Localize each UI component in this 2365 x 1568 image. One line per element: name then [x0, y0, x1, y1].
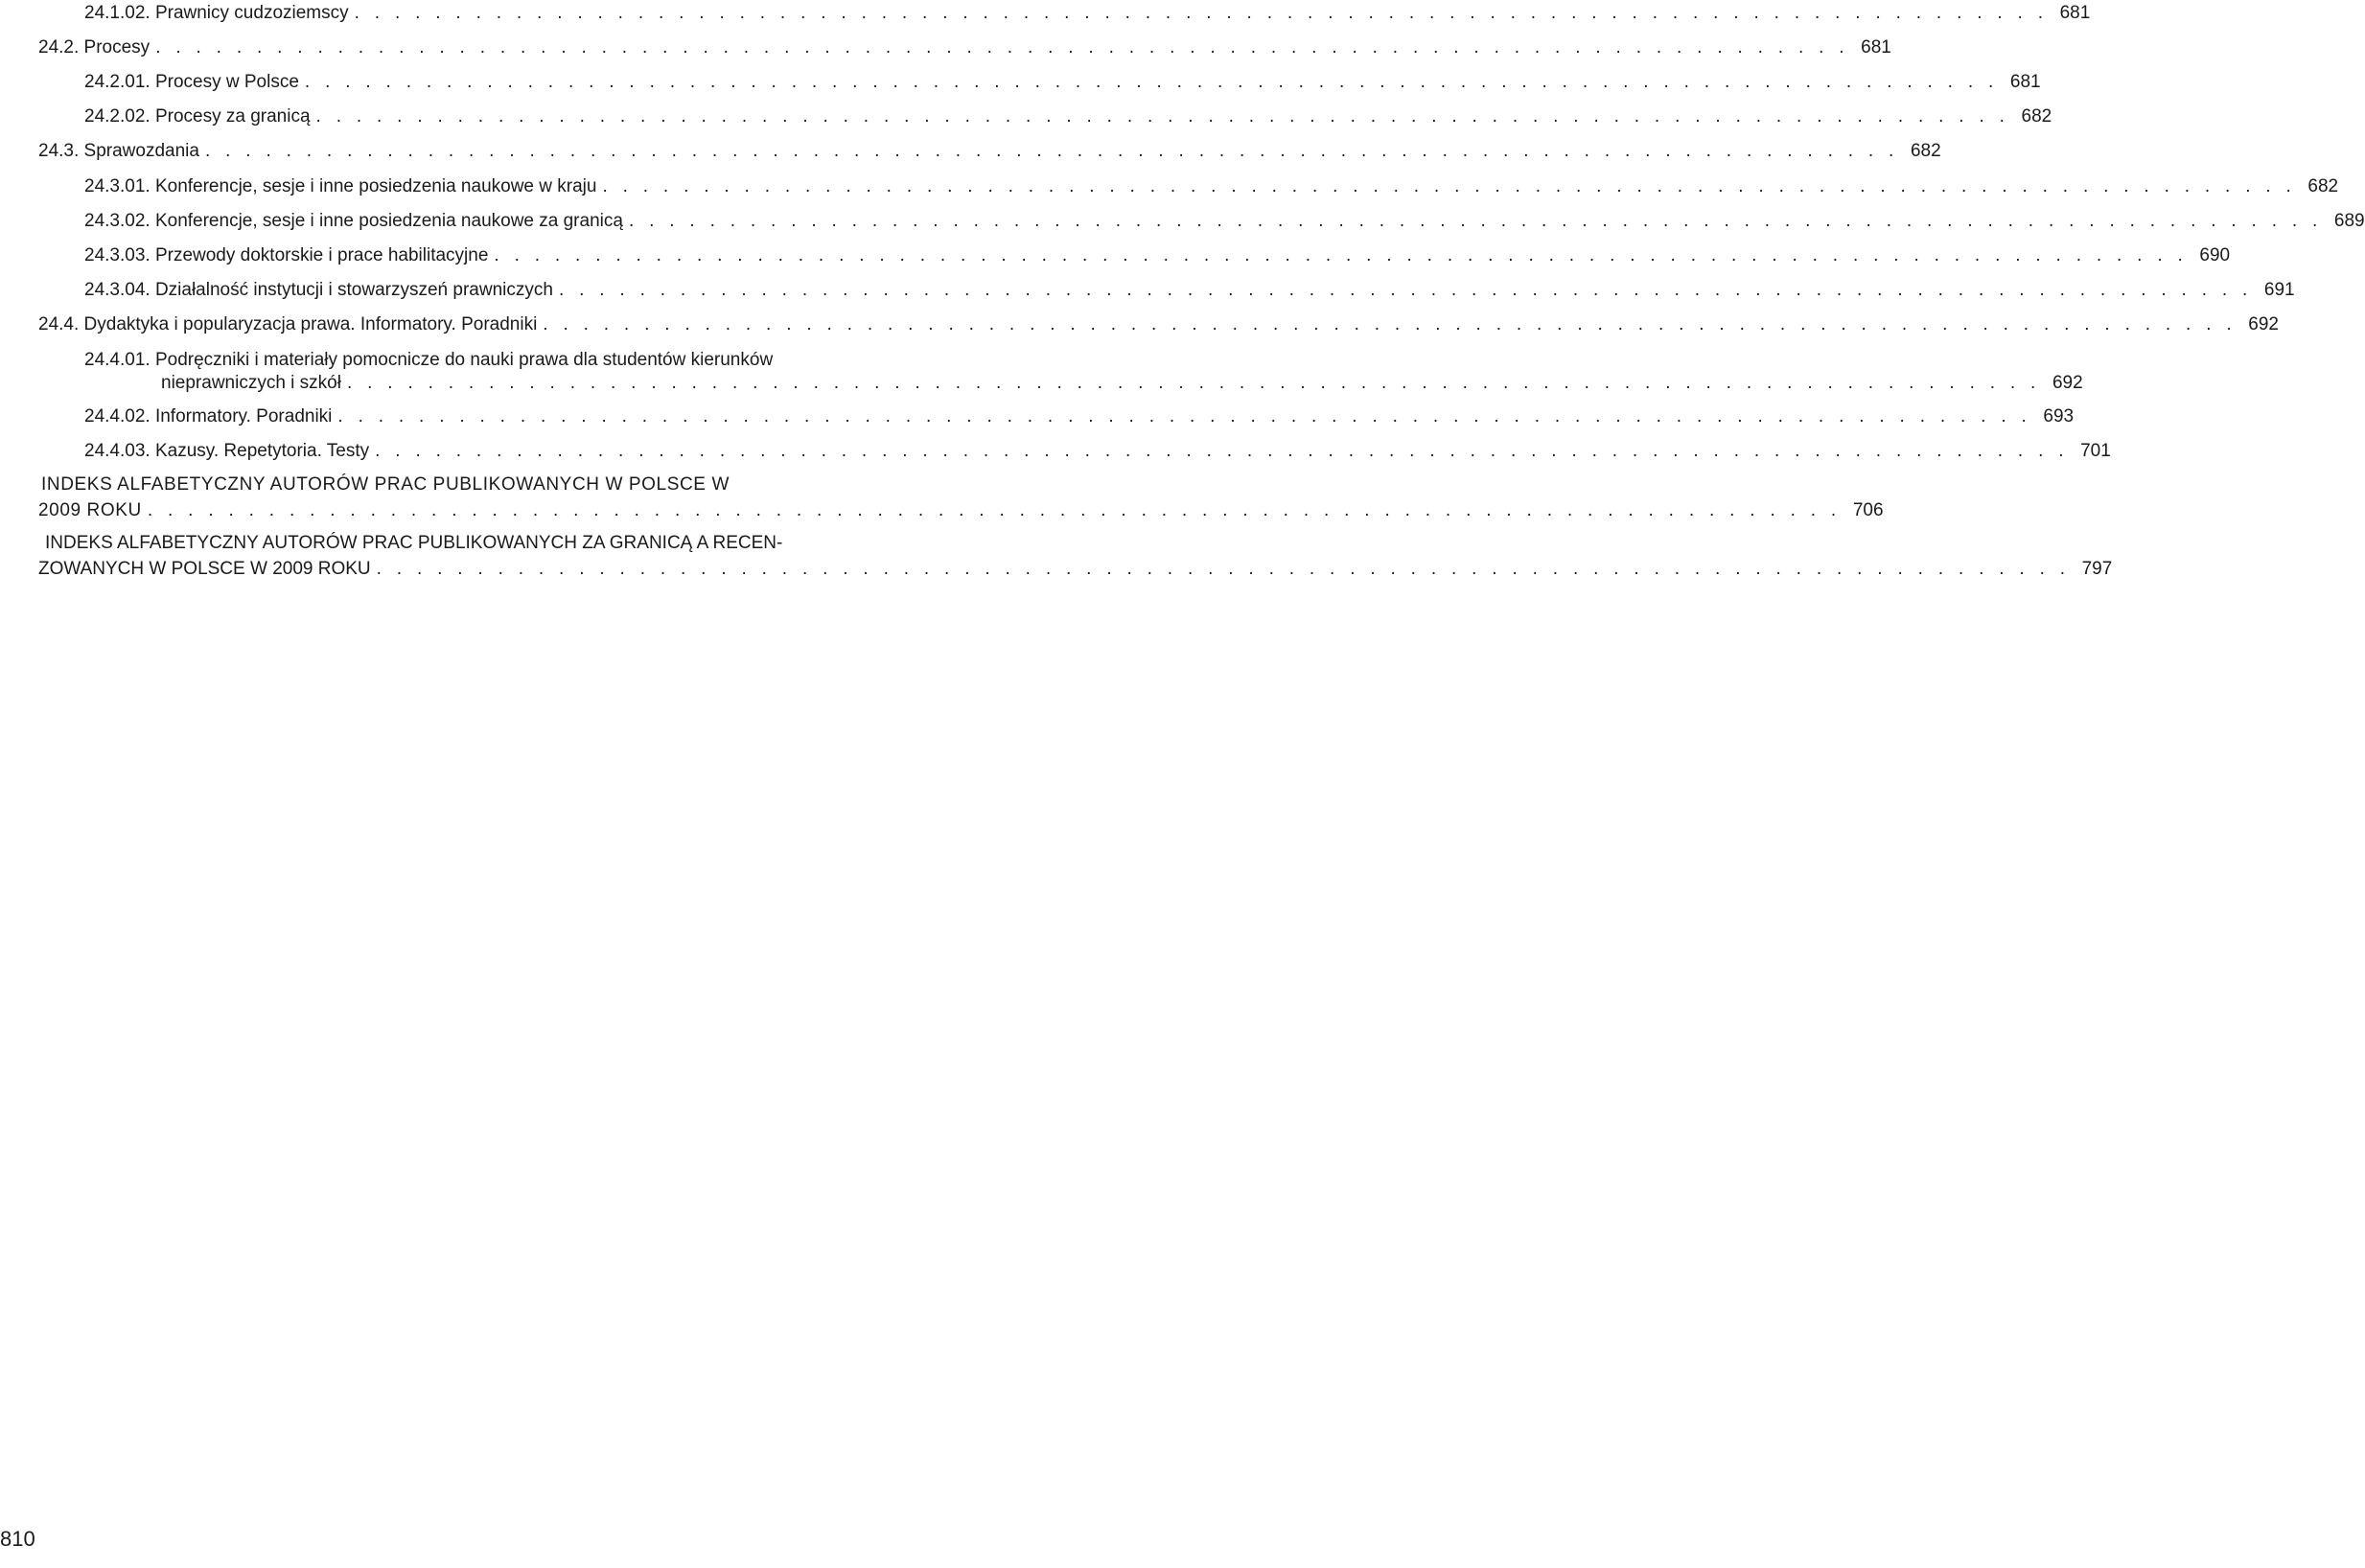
toc-entry-number: 24.4.03.: [84, 441, 151, 461]
dot-leader: . . . . . . . . . . . . . . . . . . . . . . . . . . . . . . . . . . . . . . . . . . . . . . . . . . . . . . . . . . . . . . . . . . . . . . . . . . . . . . . . . . . .: [315, 106, 2010, 127]
toc-entry-page: 691: [2263, 280, 2295, 300]
index-entry: [38, 473, 1884, 522]
toc-entry-title-continued: nieprawniczych i szkół: [161, 373, 341, 393]
toc-entry: [84, 71, 2041, 94]
dot-leader: . . . . . . . . . . . . . . . . . . . . . . . . . . . . . . . . . . . . . . . . . . . . . . . . . . . . . . . . . . . . . . . . . . . . . . . . . . . . . . . . . . . .: [375, 441, 2069, 461]
index-entry-page: 706: [1852, 500, 1884, 520]
toc-entry-page: 681: [2059, 3, 2091, 23]
toc-entry-number: 24.3.01.: [84, 176, 151, 196]
toc-entry-title: Procesy w Polsce: [154, 72, 299, 92]
toc-entry-page: 682: [2021, 106, 2052, 127]
page-number: 810: [0, 1527, 35, 1551]
toc-entry: [38, 140, 1941, 163]
dot-leader: . . . . . . . . . . . . . . . . . . . . . . . . . . . . . . . . . . . . . . . . . . . . . . . . . . . . . . . . . . . . . . . . . . . . . . . . . . . . . . . . . . . .: [155, 37, 1849, 58]
toc-entry-number: 24.3.04.: [84, 280, 151, 300]
toc-entry-title: Kazusy. Repetytoria. Testy: [154, 441, 370, 461]
index-entry-title-continued: 2009 ROKU: [38, 500, 142, 520]
toc-entry: [84, 349, 2083, 395]
index-entry-title-continued: ZOWANYCH W POLSCE W 2009 ROKU: [38, 559, 371, 579]
toc-entry-number: 24.3.03.: [84, 245, 151, 265]
dot-leader: . . . . . . . . . . . . . . . . . . . . . . . . . . . . . . . . . . . . . . . . . . . . . . . . . . . . . . . . . . . . . . . . . . . . . . . . . . . . . . . . . . . .: [376, 559, 2071, 579]
toc-entry: [84, 105, 2052, 128]
toc-entry-page: 693: [2043, 406, 2075, 427]
toc-entry-title: Prawnicy cudzoziemscy: [154, 3, 349, 23]
toc-entry-number: 24.2.01.: [84, 72, 151, 92]
toc-entry-page: 690: [2199, 245, 2231, 265]
toc-entry: [84, 244, 2231, 267]
toc-entry-page: 701: [2080, 441, 2111, 461]
toc-entry-page: 682: [1910, 141, 1941, 161]
toc-entry: [38, 313, 2279, 336]
toc-entry: [84, 210, 2365, 233]
toc-entry-title: Przewody doktorskie i prace habilitacyjne: [154, 245, 489, 265]
toc-entry-number: 24.3.02.: [84, 211, 151, 231]
dot-leader: . . . . . . . . . . . . . . . . . . . . . . . . . . . . . . . . . . . . . . . . . . . . . . . . . . . . . . . . . . . . . . . . . . . . . . . . . . . . . . . . . . . .: [147, 500, 1842, 520]
toc-entry: [84, 440, 2111, 463]
index-entry-title: INDEKS ALFABETYCZNY AUTORÓW PRAC PUBLIKOWANYCH W POLSCE W: [41, 474, 730, 495]
toc-entry-title: Działalność instytucji i stowarzyszeń prawniczych: [154, 280, 553, 300]
toc-entry: [84, 279, 2295, 302]
toc-entry-number: 24.4.01.: [84, 350, 151, 370]
dot-leader: . . . . . . . . . . . . . . . . . . . . . . . . . . . . . . . . . . . . . . . . . . . . . . . . . . . . . . . . . . . . . . . . . . . . . . . . . . . . . . . . . . . .: [354, 3, 2049, 23]
toc-entry-page: 689: [2333, 211, 2365, 231]
dot-leader: . . . . . . . . . . . . . . . . . . . . . . . . . . . . . . . . . . . . . . . . . . . . . . . . . . . . . . . . . . . . . . . . . . . . . . . . . . . . . . . . . . . .: [494, 245, 2189, 265]
toc-entry-page: 692: [2052, 373, 2083, 393]
toc-entry-page: 692: [2248, 314, 2279, 334]
index-entry: [38, 532, 2113, 581]
toc-entry-number: 24.4.: [38, 314, 80, 334]
dot-leader: . . . . . . . . . . . . . . . . . . . . . . . . . . . . . . . . . . . . . . . . . . . . . . . . . . . . . . . . . . . . . . . . . . . . . . . . . . . . . . . . . . . .: [558, 280, 2253, 300]
index-entry-title: INDEKS ALFABETYCZNY AUTORÓW PRAC PUBLIKOWANYCH ZA GRANICĄ A RECEN-: [45, 533, 783, 553]
dot-leader: . . . . . . . . . . . . . . . . . . . . . . . . . . . . . . . . . . . . . . . . . . . . . . . . . . . . . . . . . . . . . . . . . . . . . . . . . . . . . . . . . . . .: [346, 373, 2041, 393]
dot-leader: . . . . . . . . . . . . . . . . . . . . . . . . . . . . . . . . . . . . . . . . . . . . . . . . . . . . . . . . . . . . . . . . . . . . . . . . . . . . . . . . . . . .: [602, 176, 2297, 196]
toc-entry-title: Konferencje, sesje i inne posiedzenia naukowe za granicą: [154, 211, 623, 231]
toc-entry: [84, 405, 2075, 428]
toc-entry-title: Sprawozdania: [83, 141, 199, 161]
toc-entry-title: Procesy: [83, 37, 151, 58]
toc-entry: [38, 36, 1891, 59]
toc-entry-number: 24.2.02.: [84, 106, 151, 127]
toc-entry-number: 24.3.: [38, 141, 80, 161]
toc-entry-title: Podręczniki i materiały pomocnicze do nauki prawa dla studentów kierunków: [154, 350, 774, 370]
toc-entry: [84, 175, 2339, 198]
index-entry-page: 797: [2081, 559, 2113, 579]
toc-entry-page: 682: [2307, 176, 2339, 196]
dot-leader: . . . . . . . . . . . . . . . . . . . . . . . . . . . . . . . . . . . . . . . . . . . . . . . . . . . . . . . . . . . . . . . . . . . . . . . . . . . . . . . . . . . .: [337, 406, 2032, 427]
toc-entry: [84, 2, 2091, 25]
toc-entry-title: Procesy za granicą: [154, 106, 311, 127]
dot-leader: . . . . . . . . . . . . . . . . . . . . . . . . . . . . . . . . . . . . . . . . . . . . . . . . . . . . . . . . . . . . . . . . . . . . . . . . . . . . . . . . . . . .: [204, 141, 1899, 161]
toc-entry-title: Dydaktyka i popularyzacja prawa. Informatory. Poradniki: [83, 314, 538, 334]
dot-leader: . . . . . . . . . . . . . . . . . . . . . . . . . . . . . . . . . . . . . . . . . . . . . . . . . . . . . . . . . . . . . . . . . . . . . . . . . . . . . . . . . . . .: [304, 72, 1999, 92]
dot-leader: . . . . . . . . . . . . . . . . . . . . . . . . . . . . . . . . . . . . . . . . . . . . . . . . . . . . . . . . . . . . . . . . . . . . . . . . . . . . . . . . . . . .: [628, 211, 2323, 231]
toc-entry-title: Informatory. Poradniki: [154, 406, 333, 427]
dot-leader: . . . . . . . . . . . . . . . . . . . . . . . . . . . . . . . . . . . . . . . . . . . . . . . . . . . . . . . . . . . . . . . . . . . . . . . . . . . . . . . . . . . .: [543, 314, 2237, 334]
toc-entry-number: 24.4.02.: [84, 406, 151, 427]
toc-entry-title: Konferencje, sesje i inne posiedzenia naukowe w kraju: [154, 176, 597, 196]
toc-entry-number: 24.2.: [38, 37, 80, 58]
toc-entry-page: 681: [1861, 37, 1891, 58]
toc-entry-number: 24.1.02.: [84, 3, 151, 23]
toc-entry-page: 681: [2009, 72, 2041, 92]
